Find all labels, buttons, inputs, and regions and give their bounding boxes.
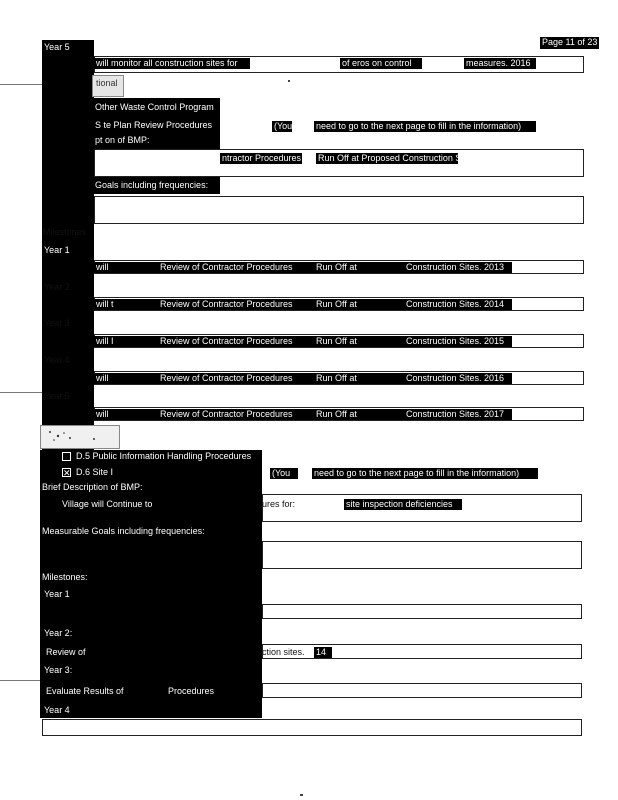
review-text-a: Review of (46, 647, 86, 657)
scan-dot (300, 794, 303, 796)
milestones-label: Milestones: (42, 572, 88, 582)
brief-desc-label: Brief Description of BMP: (42, 482, 143, 492)
year2-label: Year 2: (44, 628, 73, 638)
public-info-option[interactable]: D.5 Public Information Handling Procedures (76, 451, 252, 461)
review-text-b: ction sites. (262, 647, 305, 657)
public-info-checkbox[interactable] (62, 452, 71, 461)
site-option[interactable]: D.6 Site I (76, 467, 114, 477)
milestone-year: Year 1 (44, 245, 70, 255)
site-plan-option[interactable]: S te Plan Review Procedures (95, 120, 213, 130)
year3-field[interactable] (262, 683, 582, 698)
milestone-text: will Review of Contractor Procedures Run Off at Construction Sites. 2013 (94, 262, 512, 273)
evaluate-text-b: Procedures (168, 686, 215, 696)
description-text-a: will incorporate (96, 153, 157, 163)
desc-text-b: ures for: (262, 499, 296, 509)
milestone-year: Year 5 (44, 391, 70, 401)
year5-text-b: of eros on control (340, 58, 422, 69)
goals-field[interactable] (94, 196, 584, 224)
margin-rule (0, 680, 40, 681)
milestone-text: will I Review of Contractor Procedures Run Off at Construction Sites. 2015 (94, 336, 512, 347)
page-number: Page 11 of 23 (542, 37, 598, 47)
next-page-note-a: (You (274, 121, 293, 131)
year1-field[interactable] (262, 604, 582, 619)
milestone-year: Year 4 (44, 355, 70, 365)
desc-text-c: site inspection deficiencies (344, 499, 462, 510)
year5-text-a: will monitor all construction sites for (94, 58, 250, 69)
year3-label: Year 3: (44, 665, 73, 675)
next-page-note-b: need to go to the next page to fill in the information) (312, 468, 538, 479)
next-page-note-b: need to go to the next page to fill in the information) (314, 121, 536, 132)
year4-field[interactable] (42, 719, 582, 736)
additional-button[interactable]: tional (92, 75, 124, 97)
year1-label: Year 1 (44, 589, 70, 599)
year5-label: Year 5 (44, 42, 70, 52)
milestone-text: will t Review of Contractor Procedures Run Off at Construction Sites. 2014 (94, 299, 512, 310)
milestone-year: Year 3 (44, 318, 70, 328)
next-page-note-a: (You (270, 468, 298, 479)
redacted-button[interactable] (40, 425, 120, 449)
desc-text-a: Village will Continue to (62, 499, 153, 509)
goals-label: Measurable Goals including frequencies: (42, 526, 205, 536)
evaluate-text-a: Evaluate Results of (46, 686, 124, 696)
goals-label: Goals including frequencies: (95, 180, 209, 190)
goals-field[interactable] (262, 541, 582, 569)
milestone-year: Year 2 (44, 282, 70, 292)
year4-label: Year 4 (44, 705, 70, 715)
milestone-text: will Review of Contractor Procedures Run Off at Construction Sites. 2016 (94, 373, 512, 384)
review-text-c: 14 (314, 647, 332, 658)
margin-rule (0, 84, 42, 85)
description-label: pt on of BMP: (95, 135, 150, 145)
milestones-label: Milestones (43, 227, 87, 237)
program-option[interactable]: Other Waste Control Program (95, 102, 214, 112)
description-text-b: ntractor Procedures (222, 153, 302, 163)
year5-text-c: measures. 2016 (464, 58, 536, 69)
margin-rule (0, 392, 42, 393)
scan-dot (288, 80, 290, 82)
year2-field[interactable] (262, 644, 582, 659)
scan-noise-icon (44, 428, 104, 444)
milestone-text: will Review of Contractor Procedures Run Off at Construction Sites. 2017 (94, 409, 512, 420)
site-checkbox[interactable]: ✕ (63, 468, 71, 478)
description-text-c: Run Off at Proposed Construction S tes (318, 153, 476, 163)
